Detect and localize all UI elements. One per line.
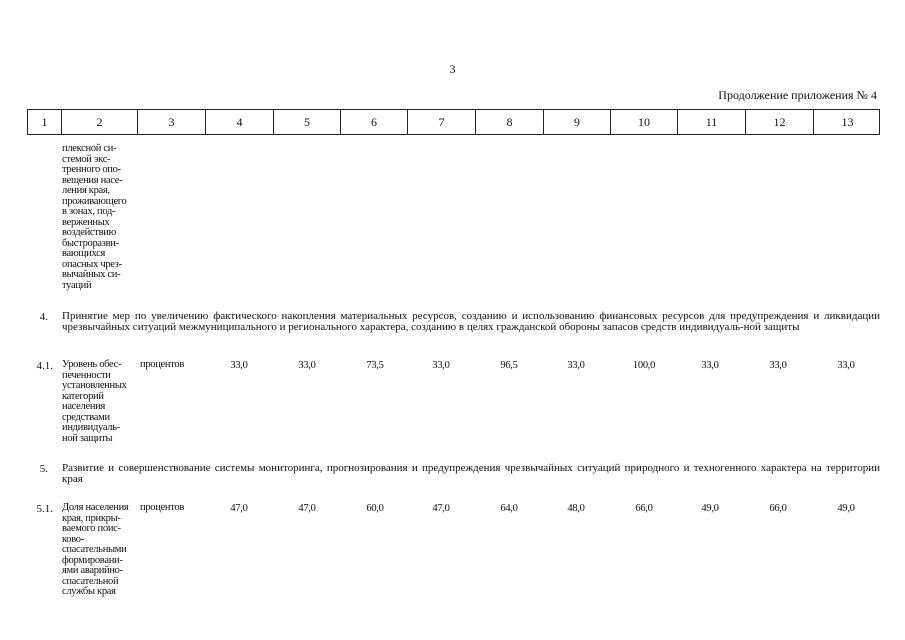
section-5-title: Развитие и совершенствование системы мониторинга, прогнозирования и предупреждения чрезвычайных ситуаций природного и техногенного характера на территории края (62, 462, 880, 485)
row-4-1-value: 100,0 (632, 360, 656, 371)
row-5-1-unit: процентов (140, 502, 184, 513)
appendix-note: Продолжение приложения № 4 (718, 88, 877, 102)
header-col-4: 4 (206, 110, 274, 134)
header-col-12: 12 (746, 110, 814, 134)
header-col-10: 10 (611, 110, 678, 134)
row-4-1-value: 33,0 (230, 360, 248, 371)
row-5-1-value: 66,0 (635, 503, 653, 514)
header-col-7: 7 (408, 110, 476, 134)
header-col-3: 3 (138, 110, 206, 134)
row-4-1-value: 33,0 (298, 360, 316, 371)
row-5-1-value: 49,0 (701, 503, 719, 514)
row-5-1-value: 60,0 (366, 503, 384, 514)
row-4-1-value: 33,0 (432, 360, 450, 371)
header-col-8: 8 (476, 110, 544, 134)
header-col-6: 6 (341, 110, 408, 134)
row-4-1-value: 96,5 (500, 360, 518, 371)
row-4-1-value: 33,0 (567, 360, 585, 371)
header-col-2: 2 (62, 110, 138, 134)
header-col-1: 1 (28, 110, 62, 134)
row-5-1-indicator: Доля населения края, прикры- ваемого поис- ково- спасательными формировани- ями аварийно- спасательной службы края (62, 502, 129, 597)
page-number: 3 (449, 62, 456, 76)
row-4-1-unit: процентов (140, 359, 184, 370)
header-col-11: 11 (678, 110, 746, 134)
table-header-row (27, 109, 880, 135)
row-5-1-value: 47,0 (298, 503, 316, 514)
row-5-1-value: 47,0 (230, 503, 248, 514)
row-4-1-index: 4.1. (36, 360, 53, 372)
row-5-1-value: 49,0 (837, 503, 855, 514)
header-col-5: 5 (274, 110, 341, 134)
section-4-title: Принятие мер по увеличению фактического накопления материальных ресурсов, созданию и использованию финансовых ресурсов для предупреждения и ликвидации чрезвычайных ситуаций межмуниципального и регионального характера, созданию в целях гражданской обороны запасов средств индивидуаль-ной защиты (62, 310, 880, 333)
header-col-13: 13 (841, 114, 854, 129)
row-4-1-value: 33,0 (769, 360, 787, 371)
row-4-1-value: 73,5 (366, 360, 384, 371)
section-5-index: 5. (39, 463, 48, 475)
row-5-1-value: 66,0 (769, 503, 787, 514)
row-5-1-index: 5.1. (36, 503, 53, 515)
row-4-1-value: 33,0 (837, 360, 855, 371)
continued-indicator-name: плексной си- стемой экс- тренного опо- вещения насе- ления края, проживающего в зонах, под- верженных воздействию быстроразви- вающихся опасных чрез- вычайных си- туаций (62, 143, 127, 291)
row-5-1-value: 48,0 (567, 503, 585, 514)
section-4-index: 4. (39, 311, 48, 323)
row-4-1-value: 33,0 (701, 360, 719, 371)
row-5-1-value: 47,0 (432, 503, 450, 514)
row-5-1-value: 64,0 (500, 503, 518, 514)
row-4-1-indicator: Уровень обес- печенности установленных категорий населения средствами индивидуаль- ной защиты (62, 359, 127, 444)
header-col-9: 9 (544, 110, 611, 134)
